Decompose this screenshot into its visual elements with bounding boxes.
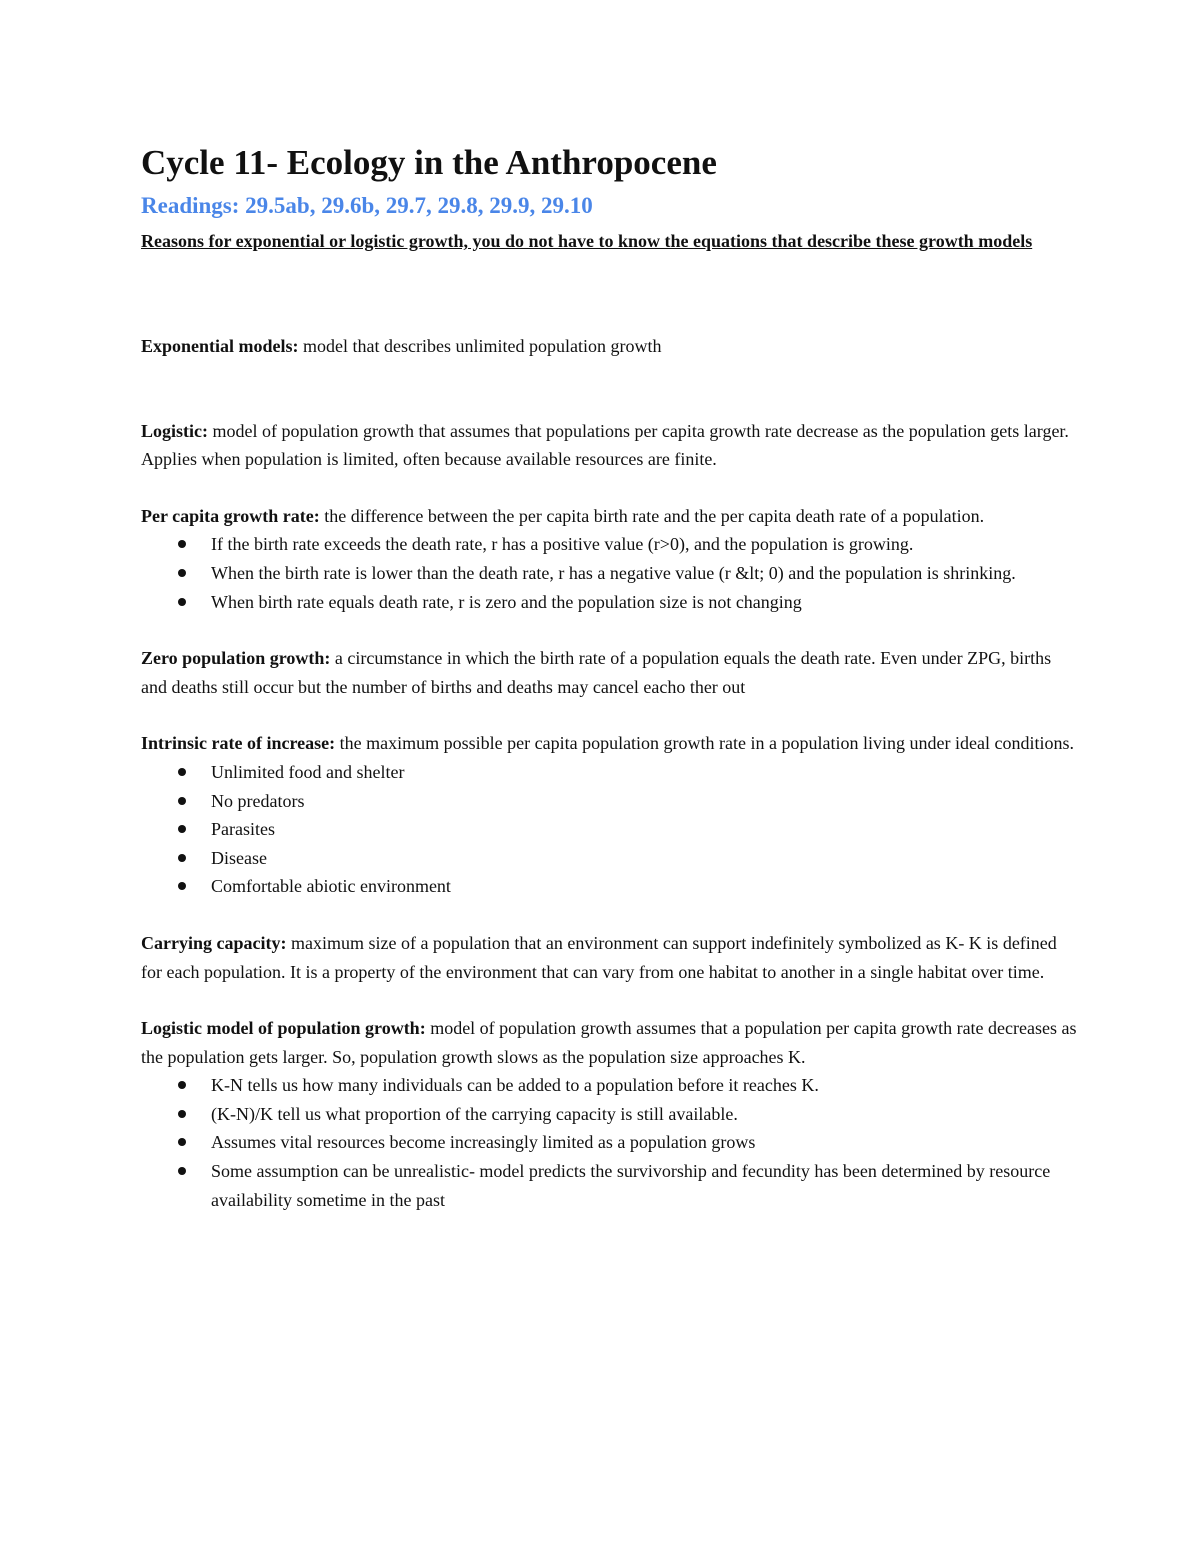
list-item bbox=[211, 787, 1081, 816]
logistic-model-definition bbox=[141, 1014, 1081, 1071]
list-item-text: No predators bbox=[211, 790, 305, 811]
logistic-term: Logistic: bbox=[141, 420, 208, 441]
exponential-definition bbox=[141, 332, 1081, 361]
page-title: Cycle 11- Ecology in the Anthropocene bbox=[141, 143, 717, 182]
list-item-text: Comfortable abiotic environment bbox=[211, 876, 451, 897]
logistic-model-list bbox=[141, 1071, 1081, 1214]
list-item-text: Parasites bbox=[211, 819, 275, 840]
list-item bbox=[211, 758, 1081, 787]
zpg-text: a circumstance in which the birth rate of a population equals the death rate. Even under ZPG, births and deaths still occur but the number of births and deaths may cancel eacho ther out bbox=[141, 648, 1052, 697]
logistic-model-text: model of population growth assumes that a population per capita growth rate decreases as the population gets larger. So, population growth slows as the population size approaches K. bbox=[141, 1018, 1077, 1067]
bullet-icon bbox=[178, 1110, 186, 1118]
list-item bbox=[211, 559, 1081, 588]
list-item bbox=[211, 1157, 1081, 1214]
list-item bbox=[211, 1071, 1081, 1100]
list-item-text: When birth rate equals death rate, r is zero and the population size is not changing bbox=[211, 591, 802, 612]
list-item-text: Assumes vital resources become increasingly limited as a population grows bbox=[211, 1132, 756, 1153]
list-item-text: (K-N)/K tell us what proportion of the carrying capacity is still available. bbox=[211, 1103, 738, 1124]
per-capita-term: Per capita growth rate: bbox=[141, 505, 320, 526]
bullet-icon bbox=[178, 1081, 186, 1089]
list-item-text: If the birth rate exceeds the death rate, r has a positive value (r>0), and the population is growing. bbox=[211, 534, 914, 555]
document-content bbox=[141, 143, 1081, 1214]
intrinsic-text: the maximum possible per capita population growth rate in a population living under ideal conditions. bbox=[335, 733, 1074, 754]
intrinsic-definition bbox=[141, 729, 1081, 758]
bullet-icon bbox=[178, 1138, 186, 1146]
bullet-icon bbox=[178, 598, 186, 606]
bullet-icon bbox=[178, 825, 186, 833]
bullet-icon bbox=[178, 540, 186, 548]
bullet-icon bbox=[178, 768, 186, 776]
bullet-icon bbox=[178, 1167, 186, 1175]
intrinsic-list bbox=[141, 758, 1081, 901]
logistic-text: model of population growth that assumes that populations per capita growth rate decrease as the population gets larger. Applies when population is limited, often because available resources are finite. bbox=[141, 420, 1069, 470]
exponential-text: model that describes unlimited population growth bbox=[298, 336, 662, 356]
bullet-icon bbox=[178, 854, 186, 862]
list-item bbox=[211, 530, 1081, 559]
list-item bbox=[211, 588, 1081, 617]
list-item-text: Disease bbox=[211, 847, 267, 868]
list-item bbox=[211, 1128, 1081, 1157]
list-item bbox=[211, 844, 1081, 873]
list-item-text: Unlimited food and shelter bbox=[211, 761, 405, 782]
zpg-definition bbox=[141, 644, 1081, 701]
list-item-text: K-N tells us how many individuals can be added to a population before it reaches K. bbox=[211, 1075, 819, 1096]
readings-line: Readings: 29.5ab, 29.6b, 29.7, 29.8, 29.9, 29.10 bbox=[141, 193, 593, 218]
intrinsic-term: Intrinsic rate of increase: bbox=[141, 733, 336, 754]
growth-note: Reasons for exponential or logistic growth, you do not have to know the equations that describe these growth models bbox=[141, 231, 1033, 251]
list-item-text: When the birth rate is lower than the death rate, r has a negative value (r &lt; 0) and the population is shrinking. bbox=[211, 562, 1016, 583]
logistic-definition bbox=[141, 417, 1081, 474]
carrying-text: maximum size of a population that an environment can support indefinitely symbolized as K- K is defined for each population. It is a property of the environment that can vary from one habitat to another in a single habitat over time. bbox=[141, 932, 1057, 982]
carrying-term: Carrying capacity: bbox=[141, 932, 287, 953]
per-capita-text: the difference between the per capita birth rate and the per capita death rate of a population. bbox=[319, 505, 985, 526]
list-item bbox=[211, 872, 1081, 901]
list-item-text: Some assumption can be unrealistic- model predicts the survivorship and fecundity has been determined by resource availability sometime in the past bbox=[211, 1161, 1051, 1210]
carrying-definition bbox=[141, 929, 1081, 986]
per-capita-definition bbox=[141, 502, 1081, 531]
bullet-icon bbox=[178, 882, 186, 890]
list-item bbox=[211, 815, 1081, 844]
logistic-model-term: Logistic model of population growth: bbox=[141, 1018, 426, 1039]
zpg-term: Zero population growth: bbox=[141, 648, 331, 669]
bullet-icon bbox=[178, 569, 186, 577]
per-capita-list bbox=[141, 530, 1081, 616]
list-item bbox=[211, 1100, 1081, 1129]
bullet-icon bbox=[178, 797, 186, 805]
exponential-term: Exponential models: bbox=[141, 336, 299, 356]
